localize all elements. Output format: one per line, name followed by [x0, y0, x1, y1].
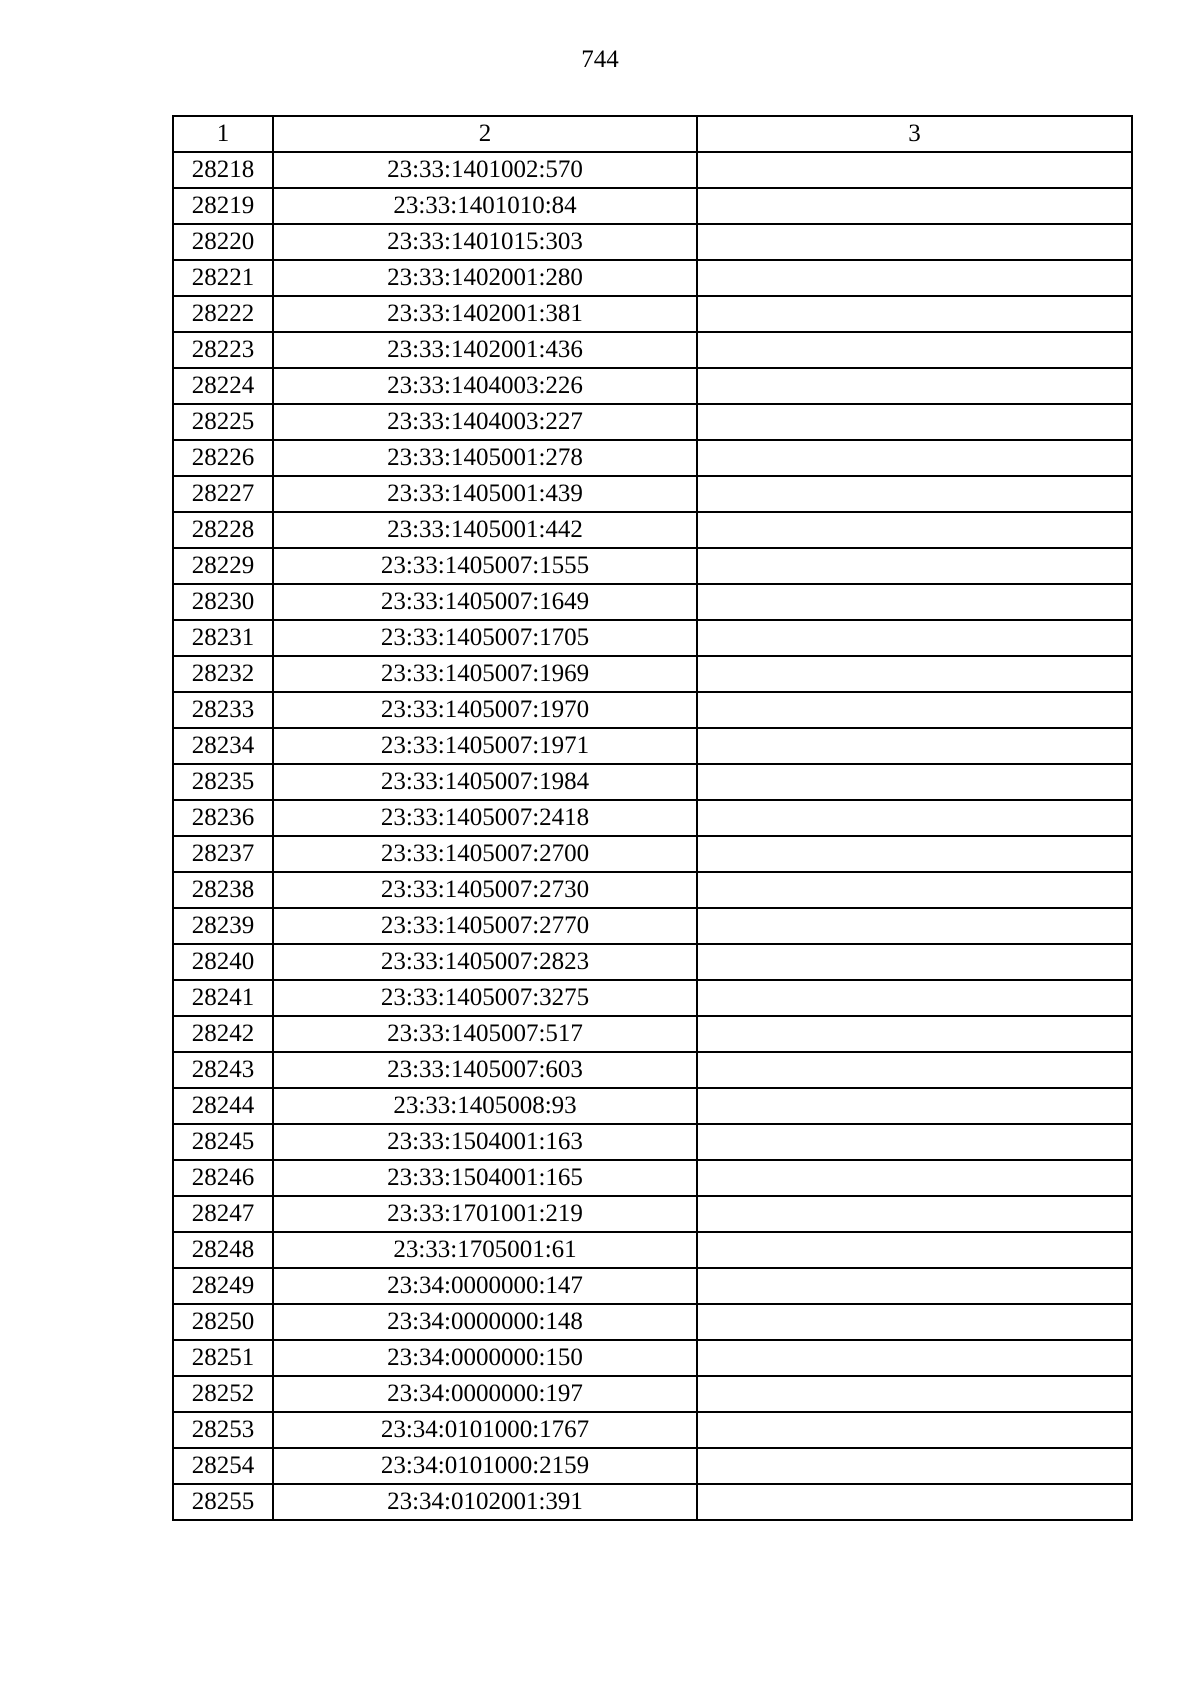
cadastral-number-cell: 23:33:1404003:227: [273, 404, 697, 440]
row-number-cell: 28223: [173, 332, 273, 368]
table-row: [173, 1268, 1132, 1304]
note-cell: [697, 908, 1132, 944]
table-row: [173, 1196, 1132, 1232]
cadastral-number-cell: 23:33:1402001:280: [273, 260, 697, 296]
row-number-cell: 28220: [173, 224, 273, 260]
cadastral-number-cell: 23:33:1405007:2700: [273, 836, 697, 872]
cadastral-number-cell: 23:33:1405001:442: [273, 512, 697, 548]
table-row: [173, 260, 1132, 296]
cadastral-number-cell: 23:33:1405007:1971: [273, 728, 697, 764]
row-number-cell: 28230: [173, 584, 273, 620]
row-number-cell: 28234: [173, 728, 273, 764]
row-number-cell: 28240: [173, 944, 273, 980]
table-row: [173, 1124, 1132, 1160]
row-number-cell: 28248: [173, 1232, 273, 1268]
cadastral-number-cell: 23:33:1405001:278: [273, 440, 697, 476]
column-header-3: 3: [697, 116, 1132, 152]
note-cell: [697, 764, 1132, 800]
note-cell: [697, 692, 1132, 728]
row-number-cell: 28239: [173, 908, 273, 944]
note-cell: [697, 1304, 1132, 1340]
note-cell: [697, 296, 1132, 332]
row-number-cell: 28249: [173, 1268, 273, 1304]
table-row: [173, 1052, 1132, 1088]
row-number-cell: 28231: [173, 620, 273, 656]
table-row: [173, 872, 1132, 908]
row-number-cell: 28244: [173, 1088, 273, 1124]
row-number-cell: 28221: [173, 260, 273, 296]
note-cell: [697, 836, 1132, 872]
note-cell: [697, 980, 1132, 1016]
note-cell: [697, 152, 1132, 188]
table-row: [173, 1412, 1132, 1448]
table-row: [173, 152, 1132, 188]
note-cell: [697, 1124, 1132, 1160]
cadastral-number-cell: 23:33:1705001:61: [273, 1232, 697, 1268]
cadastral-number-cell: 23:34:0102001:391: [273, 1484, 697, 1520]
table-row: [173, 404, 1132, 440]
cadastral-number-cell: 23:34:0000000:147: [273, 1268, 697, 1304]
cadastral-number-cell: 23:33:1405007:1649: [273, 584, 697, 620]
table-row: [173, 224, 1132, 260]
note-cell: [697, 404, 1132, 440]
note-cell: [697, 1088, 1132, 1124]
row-number-cell: 28238: [173, 872, 273, 908]
table-row: [173, 908, 1132, 944]
row-number-cell: 28247: [173, 1196, 273, 1232]
row-number-cell: 28237: [173, 836, 273, 872]
table-row: [173, 656, 1132, 692]
note-cell: [697, 1160, 1132, 1196]
table-row: [173, 1304, 1132, 1340]
table-row: [173, 584, 1132, 620]
table-row: [173, 440, 1132, 476]
table-row: [173, 1088, 1132, 1124]
cadastral-number-cell: 23:34:0000000:150: [273, 1340, 697, 1376]
row-number-cell: 28235: [173, 764, 273, 800]
note-cell: [697, 1340, 1132, 1376]
note-cell: [697, 260, 1132, 296]
cadastral-number-cell: 23:33:1405007:517: [273, 1016, 697, 1052]
table-row: [173, 1160, 1132, 1196]
cadastral-number-cell: 23:33:1405007:3275: [273, 980, 697, 1016]
cadastral-number-cell: 23:33:1405007:603: [273, 1052, 697, 1088]
note-cell: [697, 224, 1132, 260]
note-cell: [697, 872, 1132, 908]
note-cell: [697, 332, 1132, 368]
page-number: 744: [581, 46, 619, 73]
table-row: [173, 188, 1132, 224]
cadastral-number-cell: 23:33:1405007:1969: [273, 656, 697, 692]
row-number-cell: 28219: [173, 188, 273, 224]
table-row: [173, 1448, 1132, 1484]
table-row: [173, 836, 1132, 872]
note-cell: [697, 188, 1132, 224]
note-cell: [697, 548, 1132, 584]
note-cell: [697, 1232, 1132, 1268]
row-number-cell: 28218: [173, 152, 273, 188]
note-cell: [697, 656, 1132, 692]
note-cell: [697, 440, 1132, 476]
table-body: [173, 152, 1132, 1520]
row-number-cell: 28236: [173, 800, 273, 836]
column-header-1: 1: [173, 116, 273, 152]
row-number-cell: 28251: [173, 1340, 273, 1376]
registry-table: [172, 115, 1133, 1521]
cadastral-number-cell: 23:34:0000000:148: [273, 1304, 697, 1340]
table-row: [173, 1016, 1132, 1052]
column-header-2: 2: [273, 116, 697, 152]
cadastral-number-cell: 23:33:1405007:2770: [273, 908, 697, 944]
row-number-cell: 28222: [173, 296, 273, 332]
table-row: [173, 1232, 1132, 1268]
note-cell: [697, 1052, 1132, 1088]
note-cell: [697, 1016, 1132, 1052]
cadastral-number-cell: 23:33:1404003:226: [273, 368, 697, 404]
row-number-cell: 28226: [173, 440, 273, 476]
note-cell: [697, 620, 1132, 656]
table-row: [173, 332, 1132, 368]
row-number-cell: 28254: [173, 1448, 273, 1484]
note-cell: [697, 1448, 1132, 1484]
note-cell: [697, 944, 1132, 980]
row-number-cell: 28250: [173, 1304, 273, 1340]
cadastral-number-cell: 23:33:1405007:1705: [273, 620, 697, 656]
row-number-cell: 28252: [173, 1376, 273, 1412]
table-row: [173, 728, 1132, 764]
row-number-cell: 28255: [173, 1484, 273, 1520]
row-number-cell: 28253: [173, 1412, 273, 1448]
note-cell: [697, 368, 1132, 404]
note-cell: [697, 1268, 1132, 1304]
note-cell: [697, 1196, 1132, 1232]
table-row: [173, 800, 1132, 836]
row-number-cell: 28227: [173, 476, 273, 512]
table-row: [173, 692, 1132, 728]
row-number-cell: 28233: [173, 692, 273, 728]
cadastral-number-cell: 23:33:1405007:1984: [273, 764, 697, 800]
table-row: [173, 296, 1132, 332]
table-header-row: [173, 116, 1132, 152]
cadastral-number-cell: 23:33:1405008:93: [273, 1088, 697, 1124]
cadastral-number-cell: 23:33:1405007:1555: [273, 548, 697, 584]
cadastral-number-cell: 23:34:0000000:197: [273, 1376, 697, 1412]
cadastral-number-cell: 23:33:1405007:2823: [273, 944, 697, 980]
table-row: [173, 1376, 1132, 1412]
cadastral-number-cell: 23:33:1405001:439: [273, 476, 697, 512]
note-cell: [697, 476, 1132, 512]
cadastral-number-cell: 23:33:1401010:84: [273, 188, 697, 224]
cadastral-number-cell: 23:33:1402001:381: [273, 296, 697, 332]
cadastral-number-cell: 23:33:1504001:165: [273, 1160, 697, 1196]
note-cell: [697, 1376, 1132, 1412]
cadastral-number-cell: 23:34:0101000:2159: [273, 1448, 697, 1484]
row-number-cell: 28232: [173, 656, 273, 692]
row-number-cell: 28242: [173, 1016, 273, 1052]
table-row: [173, 476, 1132, 512]
row-number-cell: 28246: [173, 1160, 273, 1196]
note-cell: [697, 1484, 1132, 1520]
cadastral-number-cell: 23:34:0101000:1767: [273, 1412, 697, 1448]
note-cell: [697, 1412, 1132, 1448]
cadastral-number-cell: 23:33:1405007:1970: [273, 692, 697, 728]
cadastral-number-cell: 23:33:1401002:570: [273, 152, 697, 188]
table-row: [173, 944, 1132, 980]
cadastral-number-cell: 23:33:1402001:436: [273, 332, 697, 368]
note-cell: [697, 728, 1132, 764]
cadastral-number-cell: 23:33:1401015:303: [273, 224, 697, 260]
table-row: [173, 764, 1132, 800]
cadastral-number-cell: 23:33:1701001:219: [273, 1196, 697, 1232]
table-row: [173, 1340, 1132, 1376]
cadastral-number-cell: 23:33:1405007:2730: [273, 872, 697, 908]
row-number-cell: 28245: [173, 1124, 273, 1160]
row-number-cell: 28224: [173, 368, 273, 404]
row-number-cell: 28228: [173, 512, 273, 548]
table-row: [173, 980, 1132, 1016]
row-number-cell: 28229: [173, 548, 273, 584]
note-cell: [697, 512, 1132, 548]
table-row: [173, 620, 1132, 656]
note-cell: [697, 584, 1132, 620]
table-row: [173, 1484, 1132, 1520]
table-row: [173, 548, 1132, 584]
cadastral-number-cell: 23:33:1504001:163: [273, 1124, 697, 1160]
row-number-cell: 28241: [173, 980, 273, 1016]
cadastral-number-cell: 23:33:1405007:2418: [273, 800, 697, 836]
row-number-cell: 28243: [173, 1052, 273, 1088]
row-number-cell: 28225: [173, 404, 273, 440]
note-cell: [697, 800, 1132, 836]
table-row: [173, 368, 1132, 404]
table-row: [173, 512, 1132, 548]
